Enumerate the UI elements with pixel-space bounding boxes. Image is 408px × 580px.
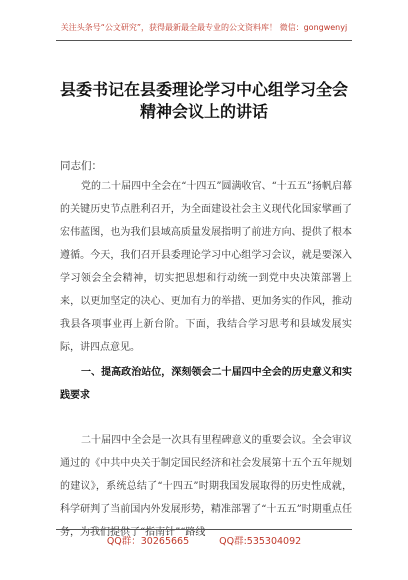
section-heading-1: 一、提高政治站位，深刻领会二十届四中全会的历史意义和实践要求 bbox=[60, 367, 352, 401]
header-note: 关注头条号“公文研究”，获得最新最全最专业的公文资料库！ 微信：gongwenyj bbox=[60, 23, 348, 32]
header-divider bbox=[56, 40, 352, 41]
footer-qq-group-2: QQ群:535304092 bbox=[219, 536, 302, 547]
paragraph-intro: 党的二十届四中全会在“十四五”圆满收官、“十五五”扬帆启幕的关键历史节点胜利召开，为全面建设社会主义现代化国家擘画了宏伟蓝图，也为我们县域高质量发展指明了前进方向、提供了根本遵循。今天，我们召开县委理论学习中心组学习会议，就是要深入学习领会全会精神，切实把思想和行动统一到党中央决策部署上来，以更加坚定的决心、更加有力的举措、更加务实的作风，推动我县各项事业再上新台阶。下面，我结合学习思考和县域发展实际，讲四点意见。 bbox=[60, 181, 352, 353]
footer-qq-group-1: QQ群：30265665 bbox=[106, 536, 190, 547]
footer-divider bbox=[56, 529, 352, 530]
paragraph-section-1: 二十届四中全会是一次具有里程碑意义的重要会议。全会审议通过的《中共中央关于制定国民经济和社会发展第十五个五年规划的建议》，系统总结了“十四五”时期我国发展取得的历史性成就，科学研判了当前国内外发展形势，精准部署了“十五五”时期重点任务，为我们提供了“指南针”“路线 bbox=[60, 435, 352, 538]
title-line-1: 县委书记在县委理论学习中心组学习全会 bbox=[59, 80, 348, 99]
footer-contacts bbox=[56, 533, 352, 547]
title-line-2: 精神会议上的讲话 bbox=[139, 102, 268, 121]
document-title bbox=[40, 79, 368, 123]
salutation: 同志们： bbox=[60, 160, 102, 172]
